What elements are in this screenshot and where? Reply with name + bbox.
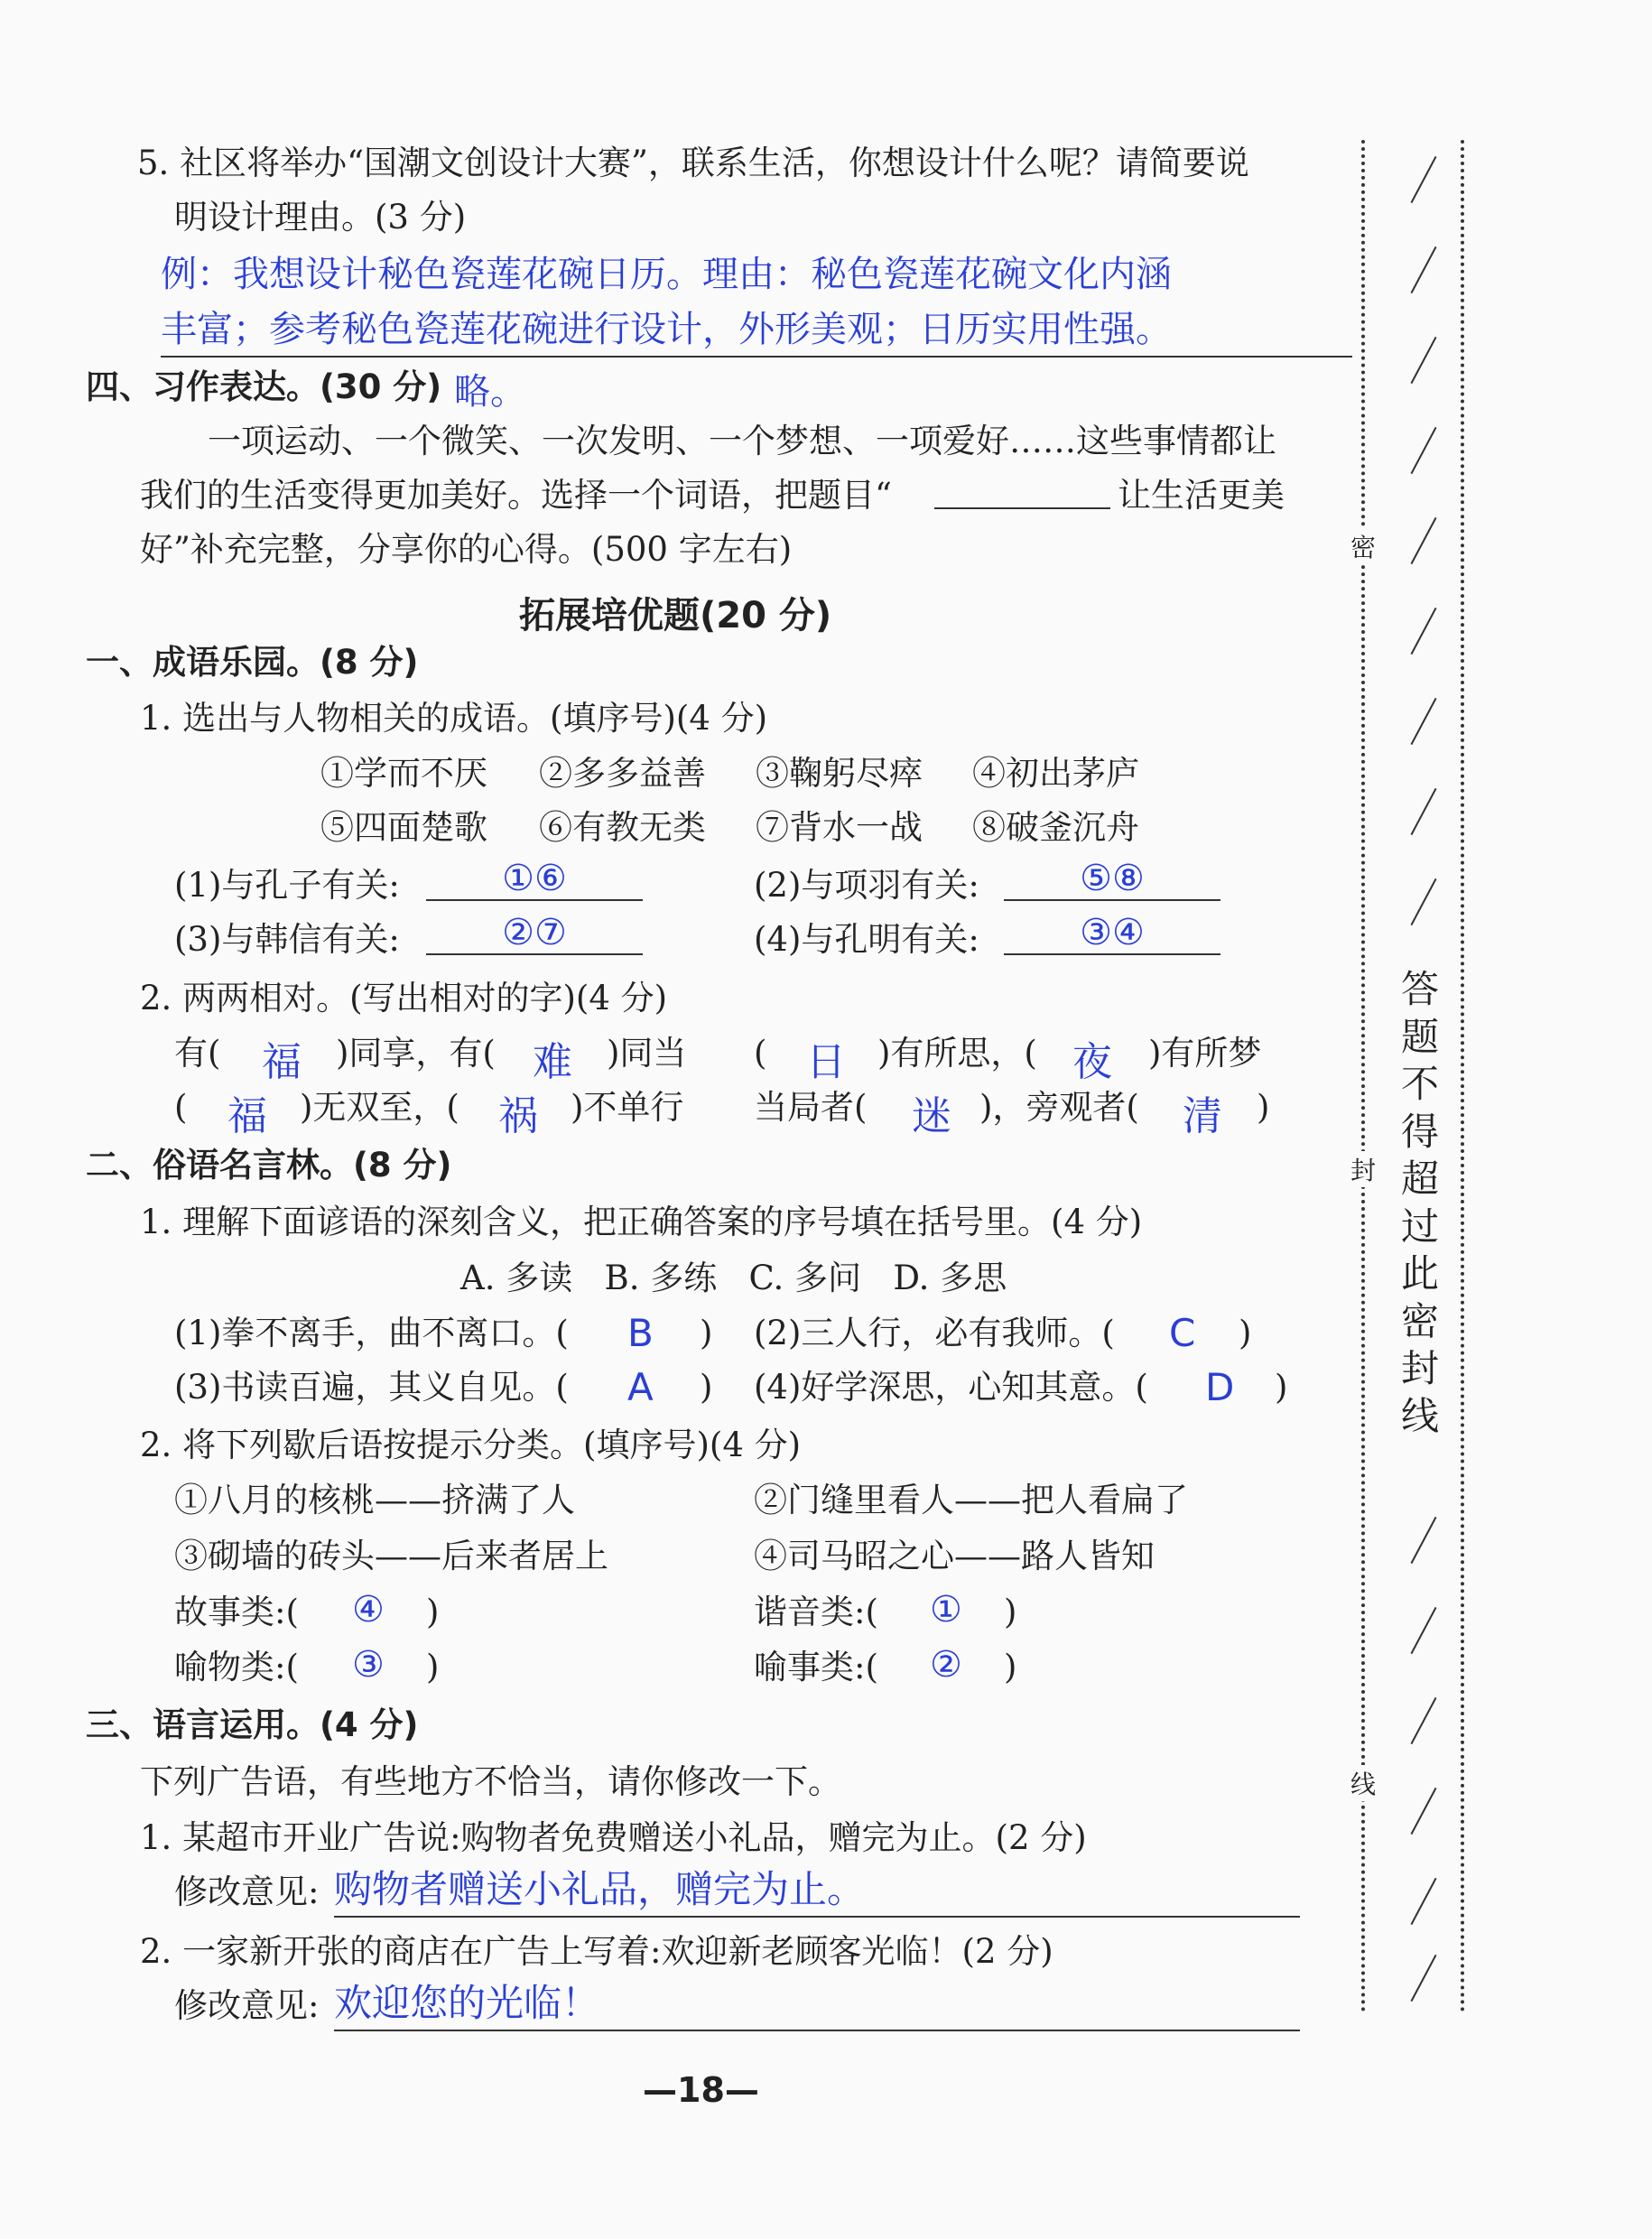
- idioms-title: 一、成语乐园。(8 分): [86, 643, 419, 682]
- pair-text: 当局者(: [754, 1088, 868, 1127]
- pair-answer: 迷: [912, 1093, 951, 1139]
- idioms-p3: (3)与韩信有关:: [174, 920, 400, 959]
- seal-slash: [1411, 1788, 1437, 1835]
- idioms-a2: ⑤⑧: [1004, 858, 1220, 901]
- pair-answer: 难: [533, 1039, 572, 1085]
- q5-line1: 5. 社区将举办“国潮文创设计大赛”，联系生活，你想设计什么呢？请简要说: [137, 144, 1249, 182]
- idioms-a1: ①⑥: [426, 858, 643, 901]
- xiehouyu-4: ④司马昭之心——路人皆知: [754, 1537, 1155, 1575]
- proverbs-q1: 1. 理解下面谚语的深刻含义，把正确答案的序号填在括号里。(4 分): [140, 1203, 1143, 1241]
- revision-label: 修改意见:: [174, 1872, 320, 1911]
- section4-line3: 好”补充完整，分享你的心得。(500 字左右): [140, 530, 793, 569]
- category-close: ): [1004, 1593, 1017, 1631]
- seal-slash: [1411, 1878, 1437, 1925]
- category-close: ): [426, 1593, 440, 1631]
- idiom-option: ③鞠躬尽瘁: [756, 754, 923, 793]
- idioms-q2: 2. 两两相对。(写出相对的字)(4 分): [140, 979, 668, 1017]
- section4-line1: 一项运动、一个微笑、一次发明、一个梦想、一项爱好……这些事情都让: [208, 422, 1276, 460]
- seal-xian: 线: [1345, 1765, 1381, 1801]
- proverbs-q2: 2. 将下列歇后语按提示分类。(填序号)(4 分): [140, 1426, 802, 1464]
- xiehouyu-3: ③砌墙的砖头——后来者居上: [174, 1537, 608, 1575]
- proverb-s2: (2)三人行，必有我师。(: [754, 1314, 1115, 1352]
- seal-slash: [1411, 1517, 1437, 1564]
- pair-answer: 清: [1183, 1093, 1222, 1139]
- pair-text: )有所思，(: [877, 1034, 1037, 1073]
- idioms-a3: ②⑦: [426, 912, 643, 955]
- pair-answer: 福: [262, 1039, 302, 1085]
- seal-slash: [1411, 337, 1437, 384]
- q5-answer-line2: 丰富；参考秘色瓷莲花碗进行设计，外形美观；日历实用性强。: [161, 301, 1352, 358]
- pair-text: )有所梦: [1148, 1034, 1262, 1073]
- page-number: —18—: [643, 2070, 759, 2110]
- seal-warning: 答 题 不 得 超 过 此 密 封 线: [1400, 967, 1439, 1438]
- idioms-a4: ③④: [1004, 912, 1220, 955]
- proverb-a3: A: [627, 1365, 654, 1409]
- pair-answer: 福: [227, 1093, 267, 1139]
- seal-slash: [1411, 1955, 1437, 2002]
- idiom-option: ⑦背水一战: [756, 808, 923, 847]
- pair-text: )同当: [607, 1034, 687, 1073]
- pair-text: (: [174, 1088, 188, 1127]
- pair-text: 有(: [174, 1034, 221, 1073]
- xiehouyu-2: ②门缝里看人——把人看扁了: [754, 1481, 1188, 1519]
- idiom-option: ⑥有教无类: [539, 808, 706, 847]
- seal-slash: [1411, 427, 1437, 474]
- language-a2: 欢迎您的光临！: [334, 1974, 1300, 2031]
- language-title: 三、语言运用。(4 分): [86, 1705, 419, 1744]
- xiehouyu-1: ①八月的核桃——挤满了人: [174, 1481, 575, 1519]
- proverb-close: ): [700, 1368, 713, 1407]
- proverbs-choices: A. 多读 B. 多练 C. 多问 D. 多思: [460, 1259, 1007, 1297]
- seal-slash: [1411, 698, 1437, 745]
- revision-label: 修改意见:: [174, 1986, 320, 2025]
- category-object: 喻物类:(: [174, 1648, 299, 1686]
- seal-dotted-line-inner: [1361, 140, 1365, 2013]
- language-a1: 购物者赠送小礼品，赠完为止。: [334, 1860, 1300, 1918]
- proverb-s1: (1)拳不离手，曲不离口。(: [174, 1314, 569, 1352]
- language-q2: 2. 一家新开张的商店在广告上写着:欢迎新老顾客光临！(2 分): [140, 1932, 1053, 1971]
- proverb-a1: B: [627, 1311, 654, 1355]
- pair-text: )，旁观者(: [979, 1088, 1139, 1127]
- section4-answer: 略。: [454, 371, 526, 413]
- category-story: 故事类:(: [174, 1593, 299, 1631]
- language-q1: 1. 某超市开业广告说:购物者免费赠送小礼品，赠完为止。(2 分): [140, 1818, 1087, 1857]
- pair-answer: 日: [806, 1039, 846, 1085]
- idioms-p2: (2)与项羽有关:: [754, 866, 979, 905]
- seal-slash: [1411, 156, 1437, 203]
- seal-slash: [1411, 517, 1437, 564]
- idiom-option: ①学而不厌: [320, 754, 487, 793]
- idiom-option: ⑧破釜沉舟: [972, 808, 1139, 847]
- section4-title: 四、习作表达。(30 分): [86, 367, 442, 406]
- idioms-p4: (4)与孔明有关:: [754, 920, 979, 959]
- idioms-q1: 1. 选出与人物相关的成语。(填序号)(4 分): [140, 699, 768, 738]
- pair-text: ): [1257, 1088, 1270, 1127]
- idiom-option: ④初出茅庐: [972, 754, 1139, 793]
- category-close: ): [426, 1648, 440, 1686]
- proverb-a2: C: [1169, 1311, 1196, 1355]
- idiom-option: ②多多益善: [539, 754, 706, 793]
- category-story-answer: ④: [352, 1589, 385, 1630]
- pair-text: )同享，有(: [336, 1034, 496, 1073]
- category-event-answer: ②: [930, 1644, 962, 1686]
- proverb-close: ): [1239, 1314, 1252, 1352]
- language-intro: 下列广告语，有些地方不恰当，请你修改一下。: [140, 1762, 841, 1801]
- seal-feng: 封: [1345, 1151, 1381, 1187]
- pair-answer: 夜: [1072, 1039, 1112, 1085]
- proverbs-title: 二、俗语名言林。(8 分): [86, 1146, 452, 1185]
- category-homophone-answer: ①: [930, 1589, 962, 1630]
- expand-title: 拓展培优题(20 分): [519, 595, 832, 636]
- seal-slash: [1411, 878, 1437, 925]
- q5-answer-line1: 例：我想设计秘色瓷莲花碗日历。理由：秘色瓷莲花碗文化内涵: [161, 254, 1172, 295]
- pair-answer: 祸: [498, 1093, 538, 1139]
- idioms-p1: (1)与孔子有关:: [174, 866, 400, 905]
- proverb-s3: (3)书读百遍，其义自见。(: [174, 1368, 569, 1407]
- seal-mi: 密: [1345, 528, 1381, 564]
- proverb-s4: (4)好学深思，心知其意。(: [754, 1368, 1148, 1407]
- q5-line2: 明设计理由。(3 分): [174, 198, 467, 237]
- proverb-a4: D: [1205, 1365, 1235, 1409]
- title-blank: [934, 507, 1110, 509]
- category-event: 喻事类:(: [754, 1648, 878, 1686]
- pair-text: )不单行: [571, 1088, 684, 1127]
- seal-slash: [1411, 608, 1437, 655]
- category-close: ): [1004, 1648, 1017, 1686]
- category-homophone: 谐音类:(: [754, 1593, 878, 1631]
- category-object-answer: ③: [352, 1644, 385, 1686]
- seal-slash: [1411, 246, 1437, 293]
- proverb-close: ): [1275, 1368, 1288, 1407]
- seal-slash: [1411, 1607, 1437, 1654]
- proverb-close: ): [700, 1314, 713, 1352]
- seal-slash: [1411, 788, 1437, 835]
- pair-text: (: [754, 1034, 767, 1073]
- seal-slash: [1411, 1697, 1437, 1744]
- section4-line2b: 让生活更美: [1118, 476, 1285, 515]
- pair-text: )无双至，(: [300, 1088, 459, 1127]
- seal-dotted-line-outer: [1461, 140, 1464, 2013]
- idiom-option: ⑤四面楚歌: [320, 808, 487, 847]
- section4-line2a: 我们的生活变得更加美好。选择一个词语，把题目“: [140, 476, 892, 515]
